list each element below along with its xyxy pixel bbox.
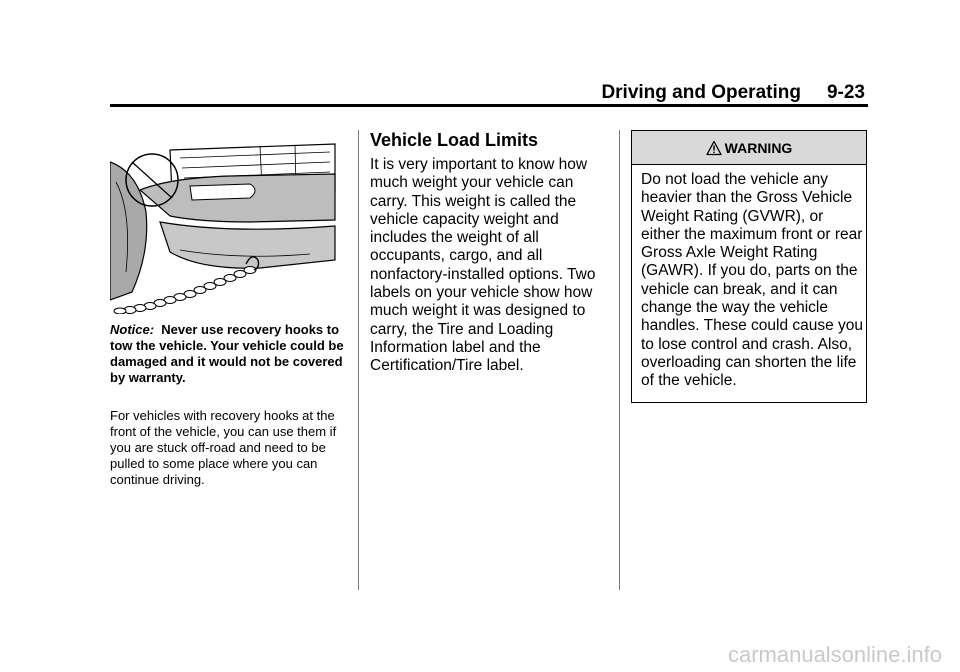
notice-paragraph bbox=[110, 322, 350, 386]
notice-label: Notice: bbox=[110, 322, 155, 337]
section-heading: Vehicle Load Limits bbox=[370, 130, 539, 150]
tow-chain-recovery-hook-illustration bbox=[110, 142, 338, 314]
column-divider-right bbox=[619, 130, 620, 590]
warning-text: Do not load the vehicle any heavier than the Gross Vehicle Weight Rating (GVWR), or either the maximum front or rear Gross Axle Weight Rating (GAWR). If you do, parts on the vehicle can break, and it can change the way the vehicle handles. These could cause you to lose control and crash. Also, overloading can shorten the life of the vehicle. bbox=[641, 171, 864, 390]
warning-header bbox=[632, 131, 866, 165]
header-rule bbox=[110, 104, 868, 107]
watermark: carmanualsonline.info bbox=[727, 642, 942, 667]
warning-title: WARNING bbox=[724, 139, 793, 156]
column-divider-left bbox=[358, 130, 359, 590]
load-limits-paragraph: It is very important to know how much weight your vehicle can carry. This weight is called the vehicle capacity weight and includes the weight of all occupants, cargo, and all nonfactory-installed options. Two labels on your vehicle show how much weight it was designed to carry, the Tire and Loading Information label and the Certification/Tire label. bbox=[370, 156, 596, 375]
recovery-hooks-paragraph: For vehicles with recovery hooks at the front of the vehicle, you can use them if you are stuck off-road and need to be pulled to some place where you can continue driving. bbox=[110, 408, 337, 487]
section-title: Driving and Operating bbox=[601, 82, 801, 103]
warning-icon bbox=[706, 140, 722, 156]
header-title bbox=[601, 82, 865, 104]
warning-box bbox=[631, 130, 867, 403]
notice-text: Never use recovery hooks to tow the vehicle. Your vehicle could be damaged and it would not be covered by warranty. bbox=[110, 322, 344, 385]
page-number: 9-23 bbox=[826, 82, 865, 103]
